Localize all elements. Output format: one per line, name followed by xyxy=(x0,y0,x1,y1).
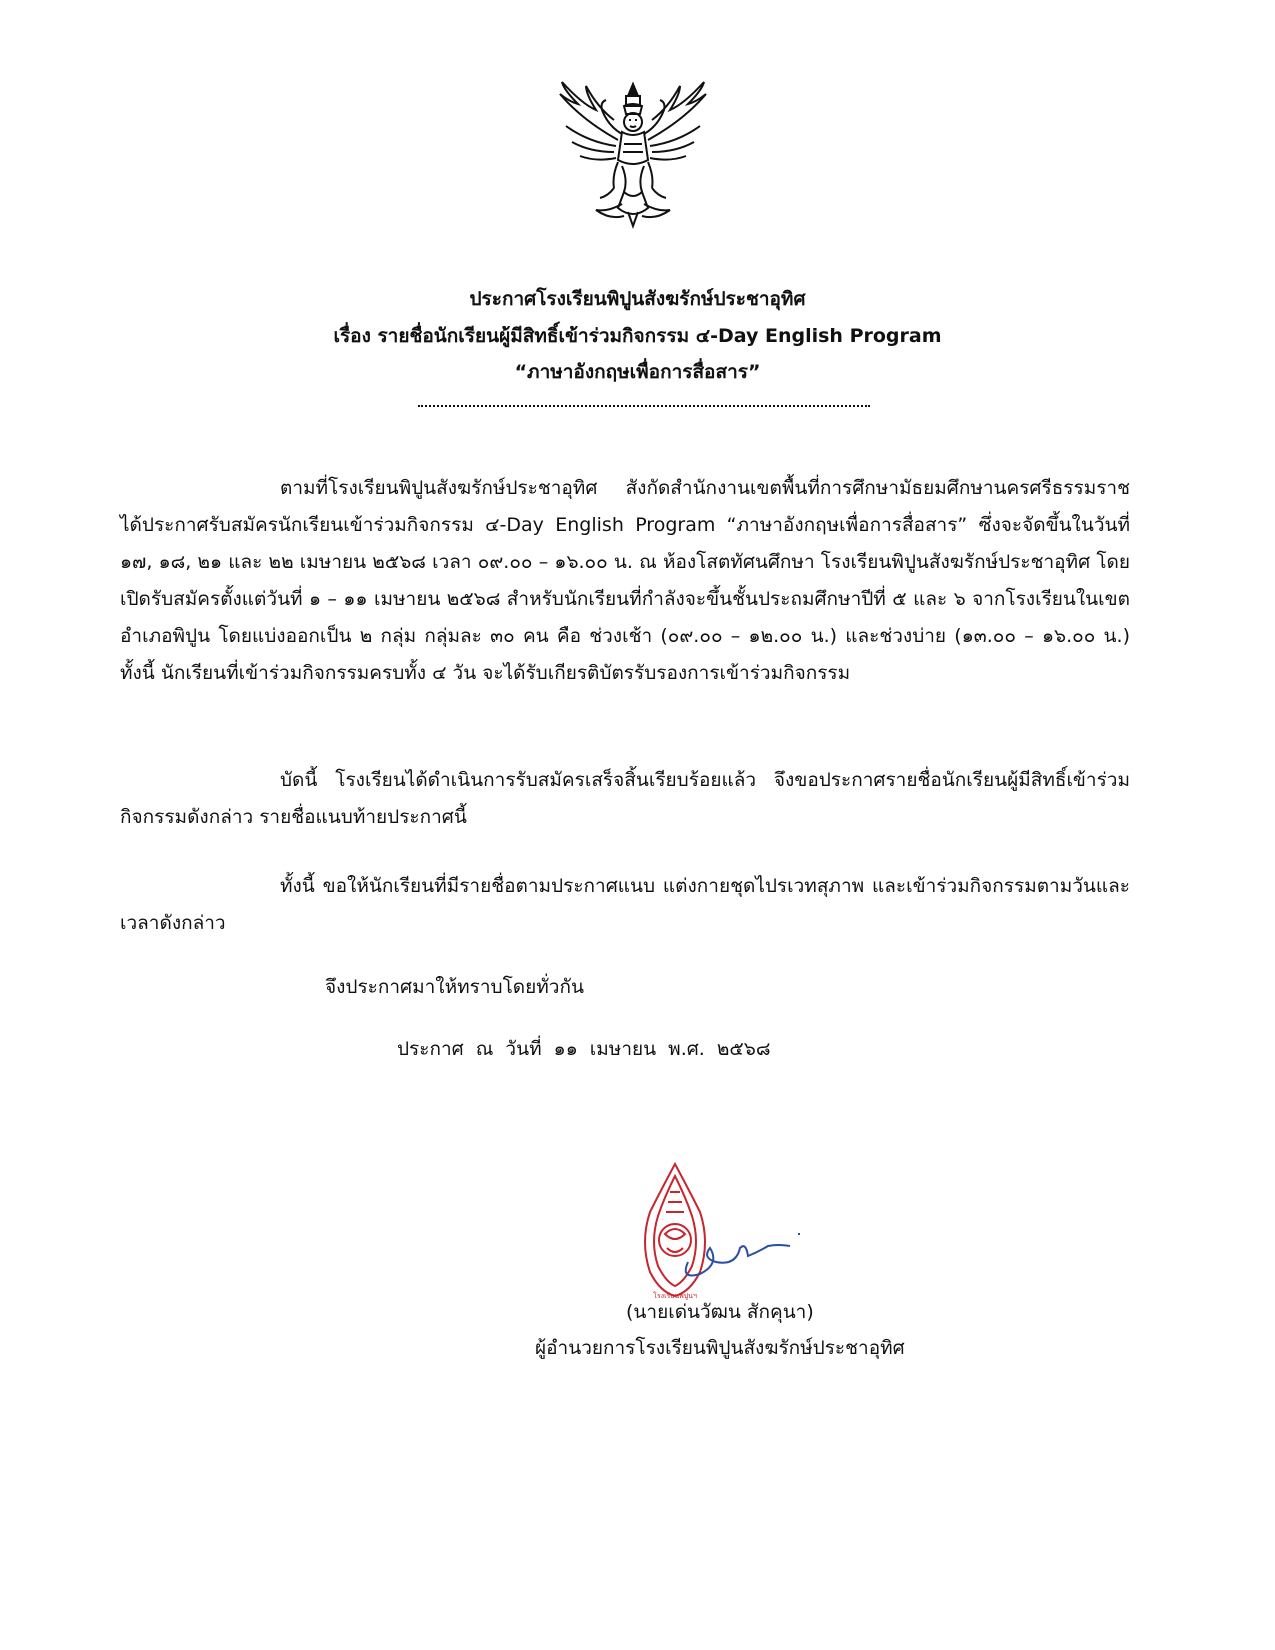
body-paragraph-3: ทั้งนี้ ขอให้นักเรียนที่มีรายชื่อตามประกาศแนบ แต่งกายชุดไปรเวทสุภาพ และเข้าร่วมกิจกรรมตามวันและเวลาดังกล่าว xyxy=(120,875,1130,934)
svg-text:โรงเรียนพิปูนฯ: โรงเรียนพิปูนฯ xyxy=(653,1292,697,1300)
announcement-subject: เรื่อง รายชื่อนักเรียนผู้มีสิทธิ์เข้าร่วมกิจกรรม ๔-Day English Program xyxy=(333,325,942,347)
signer-title: ผู้อำนวยการโรงเรียนพิปูนสังฆรักษ์ประชาอุทิศ xyxy=(535,1337,905,1359)
announcement-date: ประกาศ ณ วันที่ ๑๑ เมษายน พ.ศ. ๒๕๖๘ xyxy=(397,1038,771,1060)
signer-name: (นายเด่นวัฒน สักคุนา) xyxy=(626,1301,814,1323)
announcement-quote-title: “ภาษาอังกฤษเพื่อการสื่อสาร” xyxy=(514,361,761,383)
school-seal-icon xyxy=(640,1162,815,1302)
announcement-title: ประกาศโรงเรียนพิปูนสังฆรักษ์ประชาอุทิศ xyxy=(469,288,806,310)
garuda-emblem-icon xyxy=(552,80,714,230)
closing-line: จึงประกาศมาให้ทราบโดยทั่วกัน xyxy=(325,976,584,998)
dotted-divider xyxy=(418,405,870,407)
body-paragraph-1: ตามที่โรงเรียนพิปูนสังฆรักษ์ประชาอุทิศ สังกัดสำนักงานเขตพื้นที่การศึกษามัธยมศึกษานครศรีธรรมราช ได้ประกาศรับสมัครนักเรียนเข้าร่วมกิจกรรม ๔-Day English Program “ภาษาอังกฤษเพื่อการสื่อสาร” ซึ่งจะจัดขึ้นในวันที่ ๑๗, ๑๘, ๒๑ และ ๒๒ เมษายน ๒๕๖๘ เวลา ๐๙.๐๐ – ๑๖.๐๐ น. ณ ห้องโสตทัศนศึกษา โรงเรียนพิปูนสังฆรักษ์ประชาอุทิศ โดยเปิดรับสมัครตั้งแต่วันที่ ๑ – ๑๑ เมษายน ๒๕๖๘ สำหรับนักเรียนที่กำลังจะขึ้นชั้นประถมศึกษาปีที่ ๕ และ ๖ จากโรงเรียนในเขตอำเภอพิปูน โดยแบ่งออกเป็น ๒ กลุ่ม กลุ่มละ ๓๐ คน คือ ช่วงเช้า (๐๙.๐๐ – ๑๒.๐๐ น.) และช่วงบ่าย (๑๓.๐๐ – ๑๖.๐๐ น.) ทั้งนี้ นักเรียนที่เข้าร่วมกิจกรรมครบทั้ง ๔ วัน จะได้รับเกียรติบัตรรับรองการเข้าร่วมกิจกรรม xyxy=(120,477,1130,684)
body-paragraph-2: บัดนี้ โรงเรียนได้ดำเนินการรับสมัครเสร็จสิ้นเรียบร้อยแล้ว จึงขอประกาศรายชื่อนักเรียนผู้มีสิทธิ์เข้าร่วมกิจกรรมดังกล่าว รายชื่อแนบท้ายประกาศนี้ xyxy=(120,769,1130,828)
